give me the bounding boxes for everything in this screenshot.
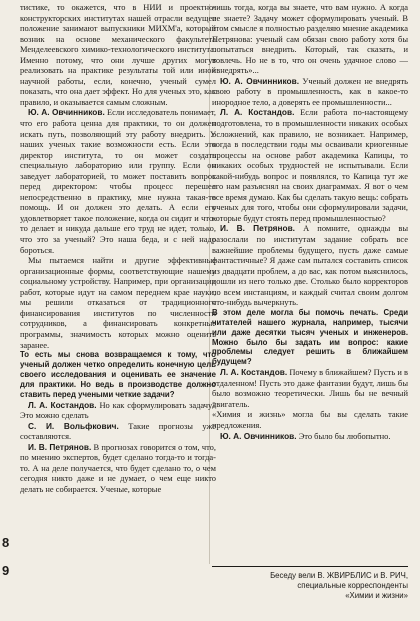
interview-credits [212,571,408,601]
speech-text: Ученый должен не внедрять свою работу в промышленность, как в какое-то инородное тело, а доверять ее промышленности... [212,75,408,107]
paragraph: лишь тогда, когда вы знаете, что вам нужно. А когда не знаете? Задачу может сформулировать ученый. В этом смысле я полностью разделяю мнение академика Петрянова: ученый сам обязан свою работу хотя бы попытаться внедрить. Который, так сказать, и вовлечь. Но не в то, что он очень удачное слово — «внедрять»... [212,2,408,76]
speaker-name: И. В. Петрянов. [220,223,295,234]
speaker-paragraph [20,107,216,255]
speaker-paragraph [212,367,408,409]
speaker-paragraph [212,76,408,108]
speaker-name: Ю. А. Овчинников. [220,430,297,441]
speaker-paragraph [212,431,408,442]
speaker-name: С. И. Вольфкович. [28,420,119,431]
speaker-name: Л. А. Костандов. [28,399,97,410]
editor-question: То есть мы снова возвращаемся к тому, что ученый должен четко определить конечную цель своего исследования и оценивать ее значение для практики. Но ведь в производстве должно ставить перед учеными четкие задачи? [20,350,216,399]
speech-text: А помните, однажды вы разослали по институтам задание собрать все важнейшие проблемы будущего, пусть даже самые фантастичные? Я даже сам пытался составить список из двадцати проблем, а до вас, как потом выяснилось, дошли из него только две. Столько было корректоров по всем инстанциям, и каждый считал своим долгом что-нибудь вычеркнуть. [212,223,408,308]
speech-text: Если исследователь понимает, что его работа ценна для практики, то он должен искать путь, позволяющий эту работу внедрить. У наших ученых такие возможности есть. Если это директор института, то он может создать специальную лабораторию или группу. Если он заведует лабораторией, то может поставить вопрос перед директором: чтобы процесс перешел непосредственно в практику, мне нужна такая-то помощь. И он должен это делать. А если его удовлетворяет такое положение, когда он сидит и что-то делает и никуда дальше его труд не идет, только, что это за ученый? Это наша беда, и с ней надо бороться. [20,107,216,255]
footer-rule [212,566,408,567]
speaker-paragraph [20,442,216,495]
credits-line: Беседу вели В. ЖВИРБЛИС и В. РИЧ, [270,571,408,580]
speech-text: Почему в ближайшем? Пусть и в отдаленном! Пусть это даже фантазии будут, лишь бы было возможно теоретически. Лишь бы не вечный двигатель. [212,367,408,409]
paragraph: тистике, то окажется, что в НИИ и проектно-конструкторских институтах нашей отрасли ведущее положение занимают выпускники МИХМ'а, который возник на основе механического факультета Менделеевского химико-технологического института. Именно потому, что они лучше других могут реализовать на практике результаты той или иной научной работы, если, конечно, ученый сумел показать, что она дает эффект. Но для ученых это, как правило, и оказывается самым сложным. [20,2,216,107]
margin-mark-8: 8 [2,535,10,550]
paragraph: Мы пытаемся найти и другие эффективные организационные формы, соответствующие нашему социальному устройству. Например, при организации работ, которые идут на самом переднем крае науки, мы решили отказаться от традиционного финансирования институтов по численности сотрудников, а финансировать конкретные программы, значимость которых можно оценить заранее. [20,255,216,350]
speaker-name: И. В. Петрянов. [28,441,92,452]
speaker-name: Ю. А. Овчинников. [220,75,300,86]
speaker-name: Ю. А. Овчинников. [28,107,105,118]
speaker-paragraph [20,400,216,421]
right-column [212,2,408,441]
speech-text: В прогнозах говорится о том, что, по мнению экспертов, будет сделано тогда-то и тогда-то. А на деле получается, что будет сделано то, о чем сегодня никто даже и не думает, о чем еще никто делать не собирается. Ученые, которые [20,441,217,494]
speech-text: Если работа по-настоящему подготовлена, то в промышленности никаких особых осложнений, как правило, не возникает. Например, когда в последствии годы мы осваивали криогенные процессы на основе работ академика Капицы, то никаких особых трудностей не испытывали. Если какой-нибудь вопрос и появлялся, то Капица тут же его нам разъяснял на своих диаграммах. Я вот о чем все время думаю. Как бы сделать такую вещь: собрать ученых для того, чтобы они сформулировали задачи, которые будут стоять перед промышленностью? [212,107,409,223]
editor-question: В этом деле могла бы помочь печать. Среди читателей нашего журнала, например, тысячи или даже десятки тысяч ученых и инженеров. Можно было бы задать им вопрос: какие проблемы следует решить в ближайшем будущем? [212,307,408,367]
credits-line: «Химии и жизни» [345,591,408,600]
speaker-paragraph [212,107,408,223]
paragraph: «Химия и жизнь» могла бы вы сделать такие предложения. [212,409,408,431]
margin-mark-9: 9 [2,563,10,578]
speech-text: Это было бы любопытно. [298,430,391,441]
speech-text: Но как сформулировать задачу? Это можно сделать [20,399,216,421]
speaker-paragraph [212,223,408,307]
speech-text: Такие прогнозы уже составляются. [20,420,216,442]
speaker-name: Л. А. Костандов. [220,367,288,378]
credits-line: специальные корреспонденты [297,581,408,590]
speaker-name: Л. А. Костандов. [220,107,295,118]
speaker-paragraph [20,421,216,442]
left-column [20,2,216,495]
